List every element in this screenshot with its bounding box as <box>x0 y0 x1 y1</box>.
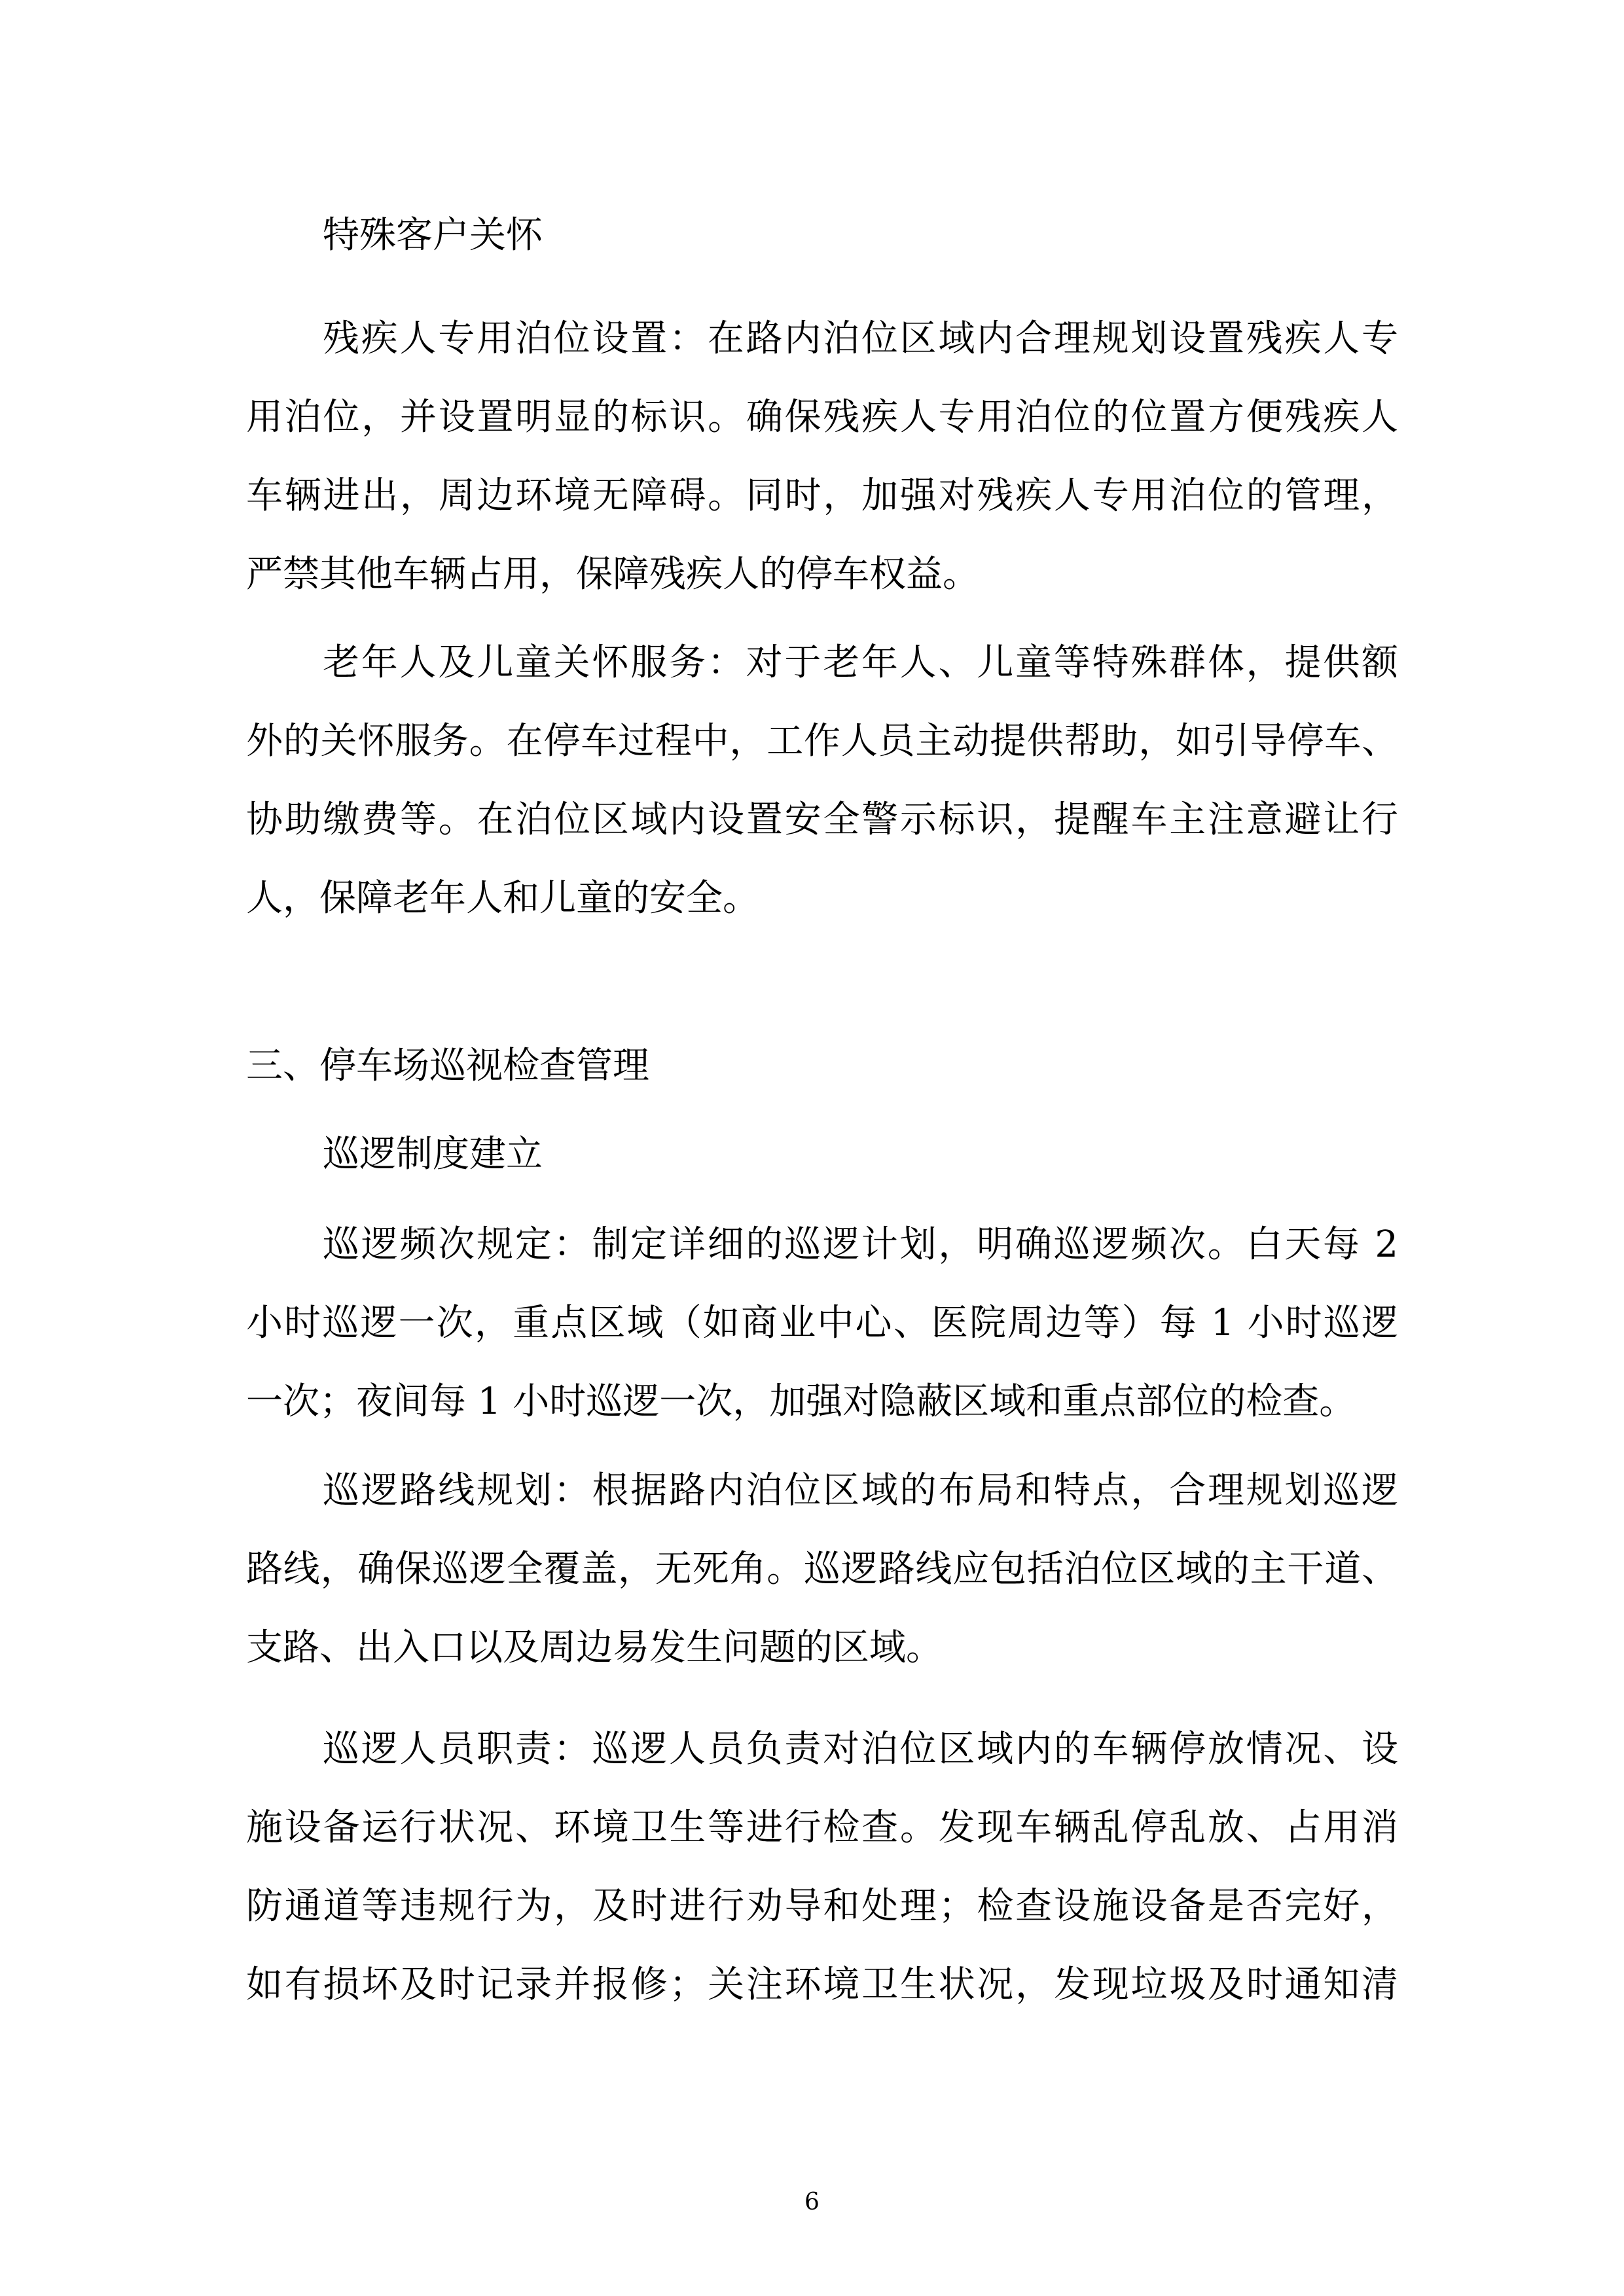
paragraph-line: 巡逻路线规划：根据路内泊位区域的布局和特点，合理规划巡逻 <box>323 1469 1398 1512</box>
subheading-patrol-system: 巡逻制度建立 <box>323 1133 543 1175</box>
paragraph-line: 施设备运行状况、环境卫生等进行检查。发现车辆乱停乱放、占用消 <box>246 1806 1398 1849</box>
paragraph-line: 用泊位，并设置明显的标识。确保残疾人专用泊位的位置方便残疾人 <box>246 396 1398 439</box>
paragraph-line: 路线，确保巡逻全覆盖，无死角。巡逻路线应包括泊位区域的主干道、 <box>246 1548 1398 1590</box>
subheading-special-customer-care: 特殊客户关怀 <box>323 214 543 257</box>
paragraph-line: 一次；夜间每 1 小时巡逻一次，加强对隐蔽区域和重点部位的检查。 <box>246 1380 1356 1423</box>
paragraph-line: 人，保障老年人和儿童的安全。 <box>246 877 759 920</box>
page-number: 6 <box>804 2189 820 2215</box>
paragraph-line: 车辆进出，周边环境无障碍。同时，加强对残疾人专用泊位的管理， <box>246 475 1398 517</box>
paragraph-line: 残疾人专用泊位设置：在路内泊位区域内合理规划设置残疾人专 <box>323 317 1398 360</box>
paragraph-line: 老年人及儿童关怀服务：对于老年人、儿童等特殊群体，提供额 <box>323 641 1398 684</box>
paragraph-line: 严禁其他车辆占用，保障残疾人的停车权益。 <box>246 553 979 596</box>
paragraph-line: 巡逻人员职责：巡逻人员负责对泊位区域内的车辆停放情况、设 <box>323 1728 1398 1770</box>
paragraph-line: 小时巡逻一次，重点区域（如商业中心、医院周边等）每 1 小时巡逻 <box>246 1302 1398 1344</box>
paragraph-line: 巡逻频次规定：制定详细的巡逻计划，明确巡逻频次。白天每 2 <box>323 1223 1398 1266</box>
paragraph-line: 如有损坏及时记录并报修；关注环境卫生状况，发现垃圾及时通知清 <box>246 1964 1398 2006</box>
paragraph-line: 防通道等违规行为，及时进行劝导和处理；检查设施设备是否完好， <box>246 1885 1398 1928</box>
section-heading-patrol-management: 三、停车场巡视检查管理 <box>246 1045 649 1087</box>
paragraph-line: 协助缴费等。在泊位区域内设置安全警示标识，提醒车主注意避让行 <box>246 798 1398 841</box>
paragraph-line: 支路、出入口以及周边易发生问题的区域。 <box>246 1626 943 1669</box>
paragraph-line: 外的关怀服务。在停车过程中，工作人员主动提供帮助，如引导停车、 <box>246 720 1398 762</box>
